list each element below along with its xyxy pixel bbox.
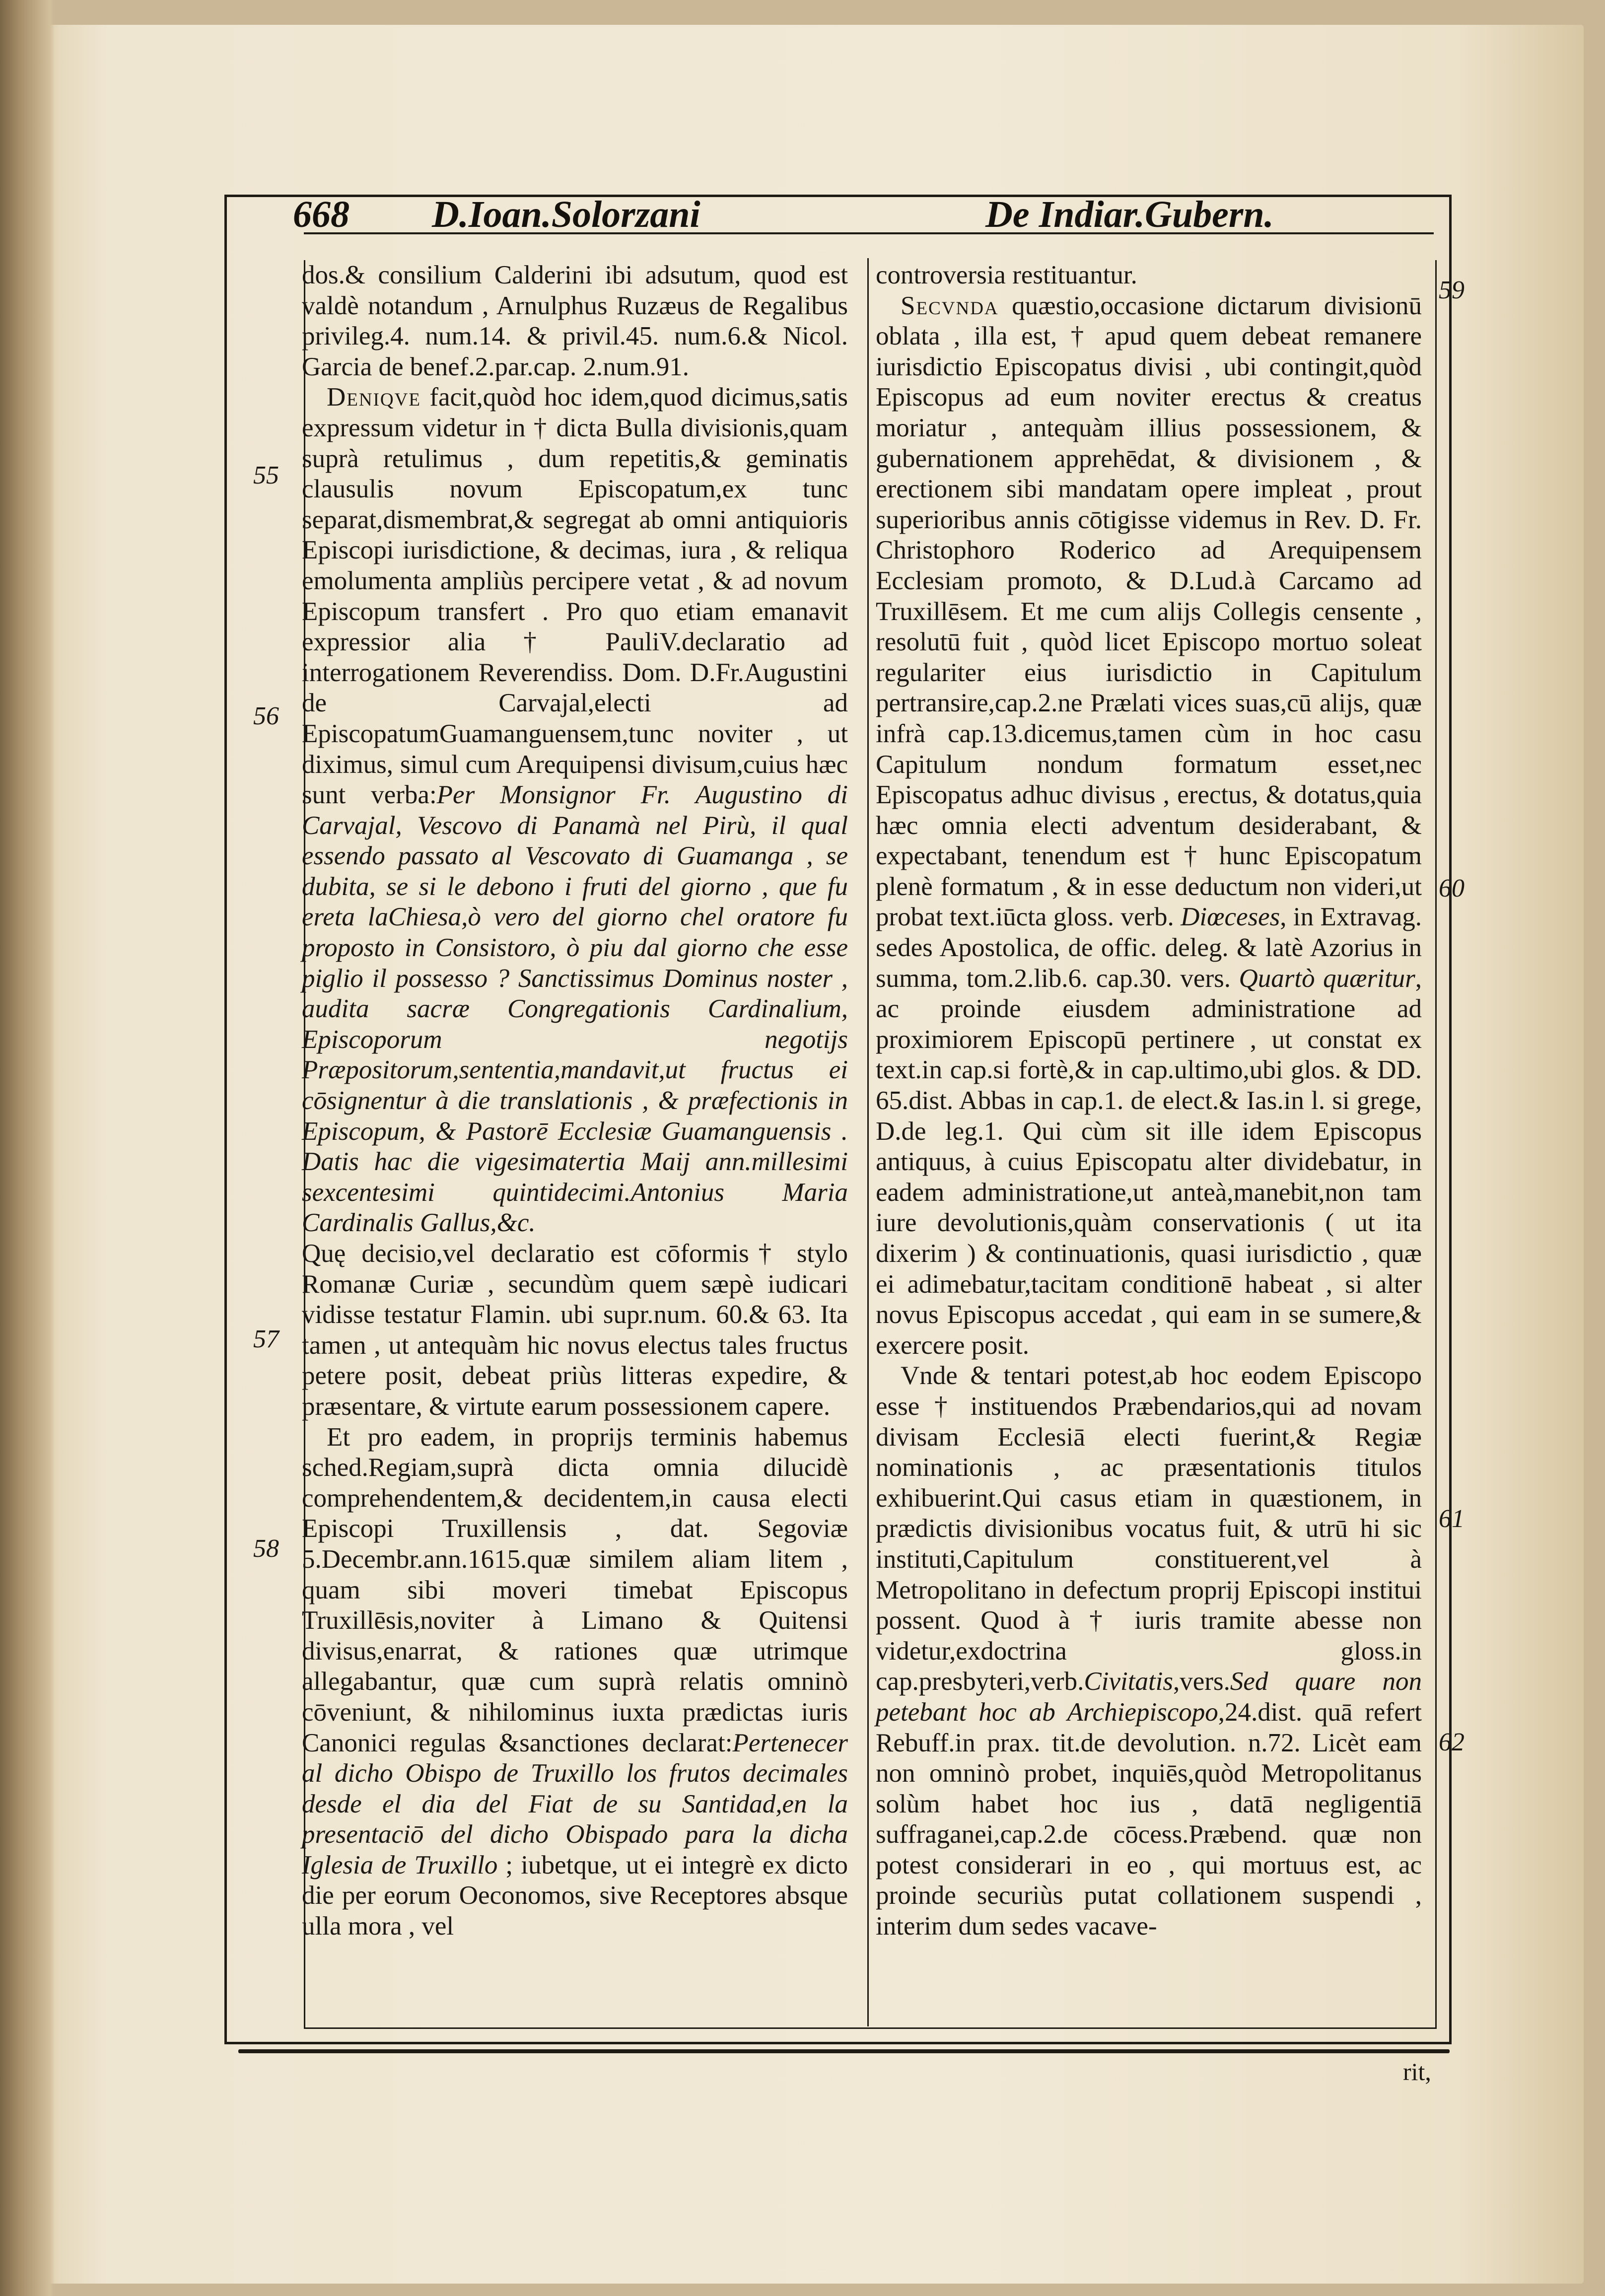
left-paragraph-4-tail: ; iubetque, ut ei integrè ex dicto die per eorum Oeconomos, sive Receptores absque ulla mora , vel [302,1850,848,1941]
right-paragraph-3-text-a: Vnde & tentari potest,ab hoc eodem Episcopo esse † instituendos Præbendarios,qui ad novam divisam Ecclesiā electi fuerint,& Regiæ nominationis , ac præsentationis titulos exhibuerint.Qui casus etiam in quæstionem, in prædictis divisionibus vocatus fuit, & utrū hi sic instituti,Capitulum constituerent,vel à Metropolitano in defectum proprij Episcopi institui possent. Quod à † iuris tramite abesse non videtur,exdoctrina gloss.in cap.presbyteri,verb. [876,1361,1422,1696]
left-paragraph-3: Quę decisio,vel declaratio est cōformis† stylo Romanæ Curiæ , secundùm quem sæpè iudicari vidisse testatur Flamin. ubi supr.num. 60.& 63. Ita tamen , ut antequàm hic novus electus tales fructus petere posit, debeat priùs litteras expedire, & præsentare, & virtute earum possessionem capere. [302,1239,848,1421]
margin-number-61: 61 [1439,1505,1465,1533]
left-paragraph-2-text: facit,quòd hoc idem,quod dicimus,satis expressum videtur in † dicta Bulla divisionis,quam suprà retulimus , dum repetitis,& geminatis clausulis novum Episcopatum,ex tunc separat,dismembrat,& segregat ab omni antiquioris Episcopi iurisdictione, & decimas, iura , & reliqua emolumenta ampliùs percipere vetat , & ad novum Episcopum transfert . Pro quo etiam emanavit expressior alia † PauliV.declaratio ad interrogationem Reverendiss. Dom. D.Fr.Augustini de Carvajal,electi ad EpiscopatumGuamanguensem,tunc noviter , ut diximus, simul cum Arequipensi divisum,cuius hæc sunt verba: [302,383,848,810]
right-paragraph-2 [876,291,1422,1361]
right-column [876,260,1422,1942]
book-binding-gutter [0,0,55,2296]
left-paragraph-2-quote: Per Monsignor Fr. Augustino di Carvajal, Vescovo di Panamà nel Pirù, il qual essendo passato al Vescovato di Guamanga , se dubita, se si le debono i fruti del giorno , que fu ereta laChiesa,ò vero del giorno chel oratore fu proposto in Consistoro, ò piu dal giorno che esse piglio il possesso ? Sanctissimus Dominus noster , audita sacræ Congregationis Cardinalium, Episcoporum negotijs Præpositorum,sententia,mandavit,ut fructus ei cōsignentur à die translationis , & præfectionis in Episcopum, & Pastorē Ecclesiæ Guamanguensis . Datis hac die vigesimatertia Maij ann.millesimi sexcentesimi quintidecimi.Antonius Maria Cardinalis Gallus,&c. [302,780,848,1238]
left-column [302,260,848,1942]
column-divider [867,258,869,2026]
left-paragraph-2-lead: Deniqve [327,383,421,412]
left-paragraph-4-text: Et pro eadem, in proprijs terminis habemus sched.Regiam,suprà dicta omnia dilucidè comprehendentem,& decidentem,in causa electi Episcopi Truxillensis , dat. Segoviæ 5.Decembr.ann.1615.quæ similem aliam litem , quam sibi moveri timebat Episcopus Truxillēsis,noviter à Limano & Quitensi divisus,enarrat, & rationes quæ utrimque allegabantur, quæ cum suprà relatis omninò cōveniunt, & nihilominus iuxta prædictas iuris Canonici regulas &sanctiones declarat: [302,1422,848,1757]
running-head-title: De Indiar.Gubern. [985,194,1274,235]
margin-number-55: 55 [253,461,279,489]
right-paragraph-3-text-c: ,24.dist. quā refert Rebuff.in prax. tit.de devolution. n.72. Licèt eam non omninò probet, inquiēs,quòd Metropolitanus solùm habet hoc ius , datā negligentiā suffraganei,cap.2.de cōcess.Præbend. quæ non potest considerari in eo , qui mortuus est, ac proinde securiùs putat collationem suspendi , interim dum sedes vacave- [876,1697,1422,1941]
right-paragraph-3 [876,1361,1422,1942]
margin-number-58: 58 [253,1534,279,1563]
right-paragraph-1: controversia restituantur. [876,261,1137,289]
right-paragraph-3-text-b: ,vers. [1173,1667,1230,1696]
right-paragraph-2-lead: Secvnda [901,291,999,320]
margin-number-56: 56 [253,702,279,730]
right-paragraph-3-italic-2: Sed quare non petebant hoc ab Archiepiscopo [876,1667,1422,1727]
catchword: rit, [1403,2058,1431,2086]
right-paragraph-2-text-b: , in Extravag. sedes Apostolica, de offic. deleg. & latè Azorius in summa, tom.2.lib.6. cap.30. vers. [876,903,1422,993]
right-paragraph-3-italic-1: Civitatis [1084,1667,1174,1696]
left-paragraph-2 [302,382,848,1239]
left-paragraph-1: dos.& consilium Calderini ibi adsutum, quod est valdè notandum , Arnulphus Ruzæus de Regalibus privileg.4. num.14. & privil.45. num.6.& Nicol. Garcia de benef.2.par.cap. 2.num.91. [302,261,848,381]
margin-number-62: 62 [1439,1728,1465,1756]
left-paragraph-4-quote: Pertenecer al dicho Obispo de Truxillo los frutos decimales desde el dia del Fiat de su Santidad,en la presentaciō del dicho Obispado para la dicha Iglesia de Truxillo [302,1728,848,1879]
running-head-author: D.Ioan.Solorzani [432,194,700,235]
right-paragraph-2-italic-1: Diœceses [1181,903,1280,932]
right-paragraph-2-italic-2: Quartò quæritur [1239,964,1415,993]
right-paragraph-2-text-a: quæstio,occasione dictarum divisionū oblata , illa est, † apud quem debeat remanere iurisdictio Episcopatus divisi , ubi contingit,quòd Episcopus ad eum noviter erectus & creatus moriatur , antequàm illius possessionem, & gubernationem apprehēdat, & divisionem , & erectionem sibi mandatam opere impleat , prout superioribus annis cōtigisse videmus in Rev. D. Fr. Christophoro Roderico ad Arequipensem Ecclesiam promoto, & D.Lud.à Carcamo ad Truxillēsem. Et me cum alijs Collegis censente , resolutū fuit , quòd licet Episcopo mortuo soleat regulariter eius iurisdictio in Capitulum pertransire,cap.2.ne Prælati vices suas,cū alijs, quæ infrà cap.13.dicemus,tamen cùm in hoc casu Capitulum nondum formatum esset,nec Episcopatus adhuc divisus , erectus, & dotatus,quia hæc omnia electi adventum desiderabant, & expectabant, tenendum est † hunc Episcopatum plenè formatum , & in esse deductum non videri,ut probat text.iūcta gloss. verb. [876,291,1422,932]
bottom-rule [238,2049,1450,2053]
left-paragraph-4 [302,1422,848,1942]
page-number: 668 [293,194,349,235]
margin-number-60: 60 [1439,874,1465,903]
margin-number-57: 57 [253,1325,279,1353]
right-paragraph-2-text-c: , ac proinde eiusdem administratione ad proximiorem Episcopū pertinere , ut constat ex text.in cap.si fortè,& in cap.ultimo,ubi glos. & DD. 65.dist. Abbas in cap.1. de elect.& Ias.in l. si grege, D.de leg.1. Qui cùm sit ille idem Episcopus antiquus, à cuius Episcopatu alter dividebatur, in eadem administratione,ut anteà,manebit,non tam iure devolutionis,quàm conservationis ( ut ita dixerim ) & continuationis, quasi iurisdictio , quæ ei adimebatur,tacitam conditionē habeat , si alter novus Episcopus accedat , qui eam in se sumere,& exercere posit. [876,964,1422,1360]
margin-number-59: 59 [1439,276,1465,304]
